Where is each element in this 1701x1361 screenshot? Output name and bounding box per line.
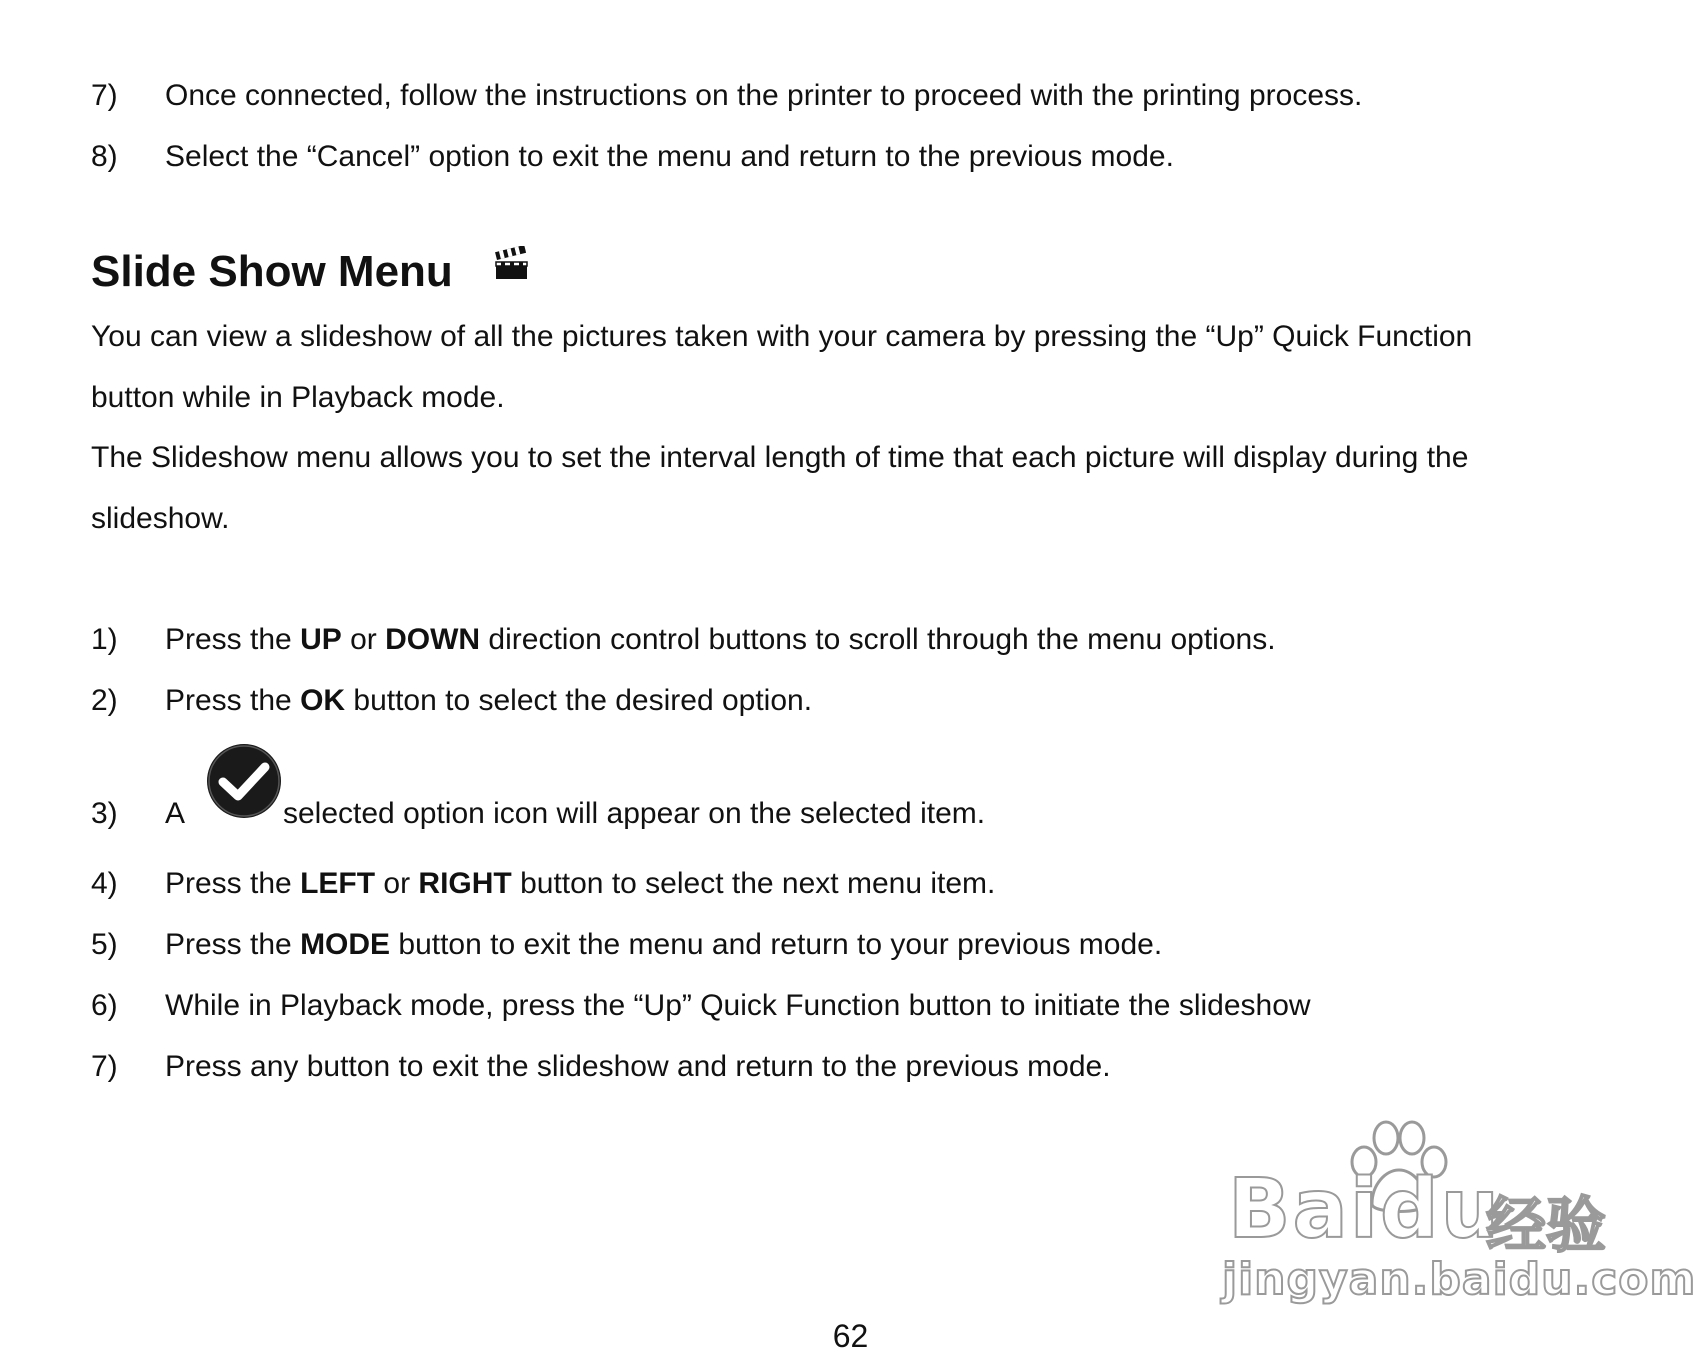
section-title: Slide Show Menu <box>91 247 453 296</box>
list-text <box>165 683 812 719</box>
intro-paragraph-line: You can view a slideshow of all the pictures taken with your camera by pressing the “Up” Quick Function <box>91 320 1473 353</box>
list-text: Once connected, follow the instructions on the printer to proceed with the printing process. <box>165 79 1363 112</box>
list-text-prefix: A <box>165 797 186 830</box>
list-number: 5) <box>91 928 118 961</box>
list-text: While in Playback mode, press the “Up” Quick Function button to initiate the slideshow <box>165 989 1311 1022</box>
intro-paragraph-line: button while in Playback mode. <box>91 381 505 414</box>
text-segment: Press the <box>165 867 301 900</box>
watermark-cn: 经验 <box>1486 1191 1606 1261</box>
list-number: 7) <box>91 79 118 112</box>
list-number: 1) <box>91 623 118 656</box>
list-text: Press any button to exit the slideshow and return to the previous mode. <box>165 1050 1111 1083</box>
button-name-left: LEFT <box>300 867 376 900</box>
button-name-mode: MODE <box>300 928 391 961</box>
text-segment: or <box>341 623 386 656</box>
button-name-up: UP <box>300 623 342 656</box>
list-number: 3) <box>91 797 118 830</box>
description-paragraph-line: The Slideshow menu allows you to set the interval length of time that each picture will display during the <box>91 441 1469 474</box>
list-number: 7) <box>91 1050 118 1083</box>
list-number: 6) <box>91 989 118 1022</box>
list-text <box>165 927 1162 963</box>
clapperboard-icon <box>493 246 529 282</box>
text-segment: Press the <box>165 928 301 961</box>
button-name-down: DOWN <box>385 623 481 656</box>
text-segment: button to select the desired option. <box>345 684 813 717</box>
baidu-watermark <box>1218 1118 1697 1308</box>
description-paragraph-line: slideshow. <box>91 502 230 535</box>
text-segment: Press the <box>165 684 301 717</box>
list-number: 8) <box>91 140 118 173</box>
text-segment: Press the <box>165 623 301 656</box>
text-segment: direction control buttons to scroll through the menu options. <box>480 623 1276 656</box>
list-text <box>165 622 1276 658</box>
watermark-url: jingyan.baidu.com <box>1222 1254 1697 1305</box>
check-circle-icon <box>205 742 283 820</box>
list-number: 2) <box>91 684 118 717</box>
list-text: selected option icon will appear on the selected item. <box>283 797 986 830</box>
button-name-ok: OK <box>300 684 346 717</box>
text-segment: or <box>375 867 419 900</box>
list-text <box>165 866 995 902</box>
text-segment: button to select the next menu item. <box>511 867 996 900</box>
button-name-right: RIGHT <box>418 867 512 900</box>
watermark-brand: Baidu <box>1228 1162 1502 1257</box>
page-number: 62 <box>832 1318 869 1354</box>
list-number: 4) <box>91 867 118 900</box>
text-segment: button to exit the menu and return to your previous mode. <box>390 928 1163 961</box>
list-text: Select the “Cancel” option to exit the menu and return to the previous mode. <box>165 140 1174 173</box>
